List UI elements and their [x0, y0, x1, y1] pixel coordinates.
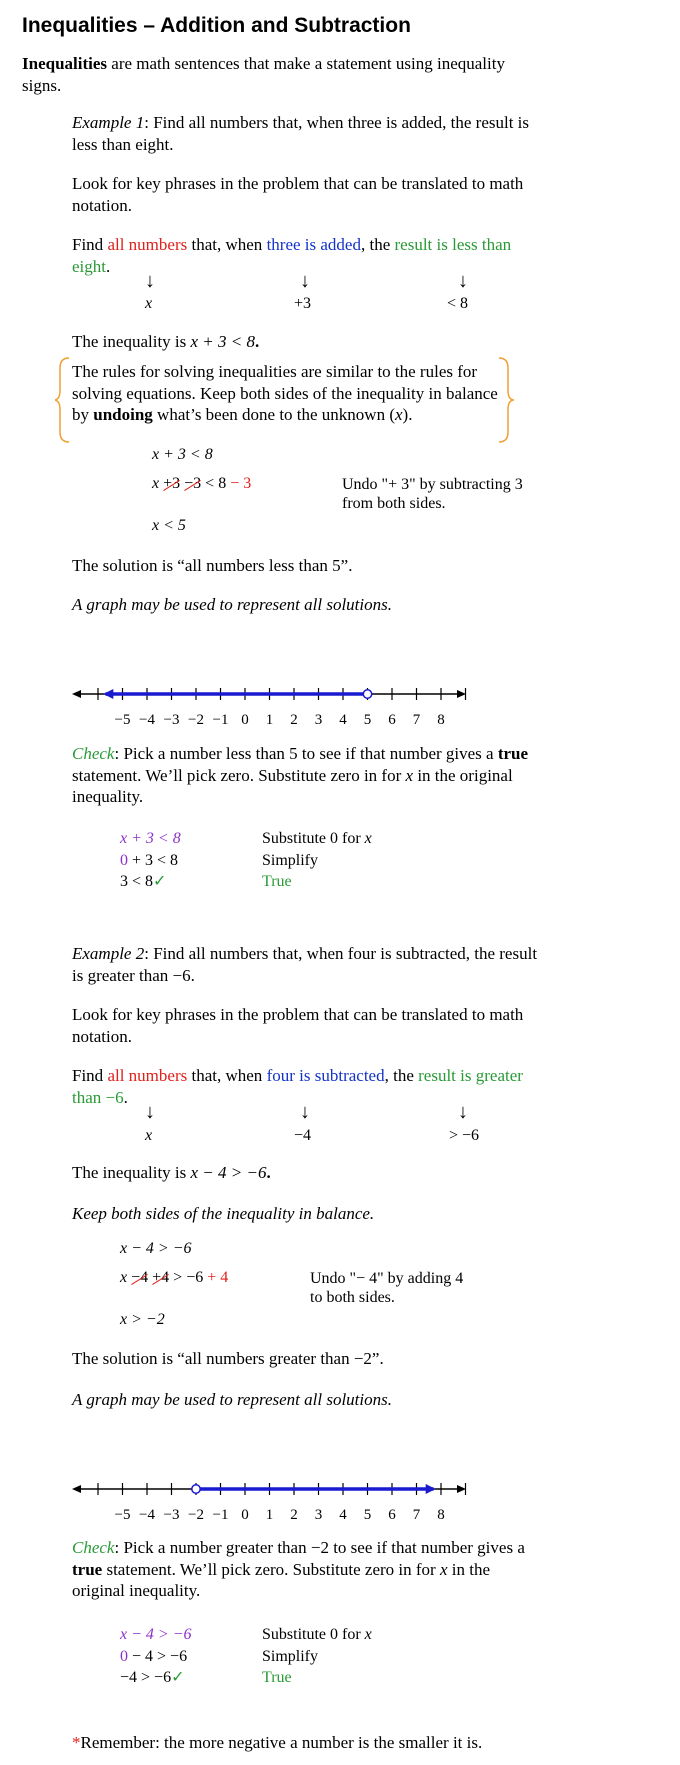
down-arrow-icon: ↓ [145, 1101, 155, 1123]
check-zero: 0 [120, 1647, 128, 1665]
undo-note-1: Undo "+ 3" by subtracting 3 [342, 476, 523, 493]
tick-label: 1 [265, 712, 274, 728]
step2-x: x [120, 1269, 128, 1286]
that-when-text: that, when [187, 235, 267, 254]
check-row-1: x − 4 > −6 [120, 1626, 192, 1643]
example2-text-2: is greater than −6. [72, 965, 195, 985]
inequality-statement [72, 332, 259, 352]
translation-x: x [145, 1127, 153, 1144]
inequality-period: . [255, 332, 260, 351]
down-arrow-icon: ↓ [300, 270, 310, 292]
tick-label: 6 [388, 712, 396, 728]
solution-arrow-icon [426, 1484, 436, 1494]
check-label: Check [72, 744, 115, 763]
checkmark-icon: ✓ [171, 1669, 185, 1686]
left-bracket [55, 358, 69, 442]
tick-label: −4 [139, 712, 155, 728]
rules-text-1: The rules for solving inequalities are similar to the rules for [72, 362, 478, 381]
check-text: : Pick a number less than 5 to see if that number gives a [114, 744, 498, 763]
step2-add: + 4 [203, 1269, 229, 1286]
cancelled-minus4: −4 [131, 1269, 149, 1286]
translation-minus4: −4 [294, 1127, 312, 1144]
tick-label: −1 [212, 1507, 229, 1523]
example1-label: Example 1 [72, 113, 145, 132]
tick-label: 7 [412, 1507, 421, 1523]
check-note-1: Substitute 0 for [262, 1626, 365, 1643]
check-text-2b: in the [447, 1559, 491, 1579]
key-phrases-text-2: notation. [72, 1026, 132, 1046]
check-note-x: x [364, 1626, 372, 1643]
cancelled-minus3: −3 [184, 475, 202, 492]
rules-paragraph [72, 361, 498, 426]
tick-label: −3 [163, 712, 180, 728]
example2-label: Example 2 [72, 944, 145, 963]
check-text-2: statement. We’ll pick zero. Substitute zero in for [72, 765, 406, 785]
check-x: x [439, 1559, 448, 1579]
axis-arrow-left-icon [72, 1485, 81, 1493]
solution-statement: The solution is “all numbers greater than −2”. [72, 1349, 384, 1368]
rules-text-3: by [72, 405, 94, 424]
example1-text-2: less than eight. [72, 134, 174, 154]
tick-label: −5 [114, 712, 131, 728]
tick-label: 5 [363, 712, 372, 728]
check-text-3: original inequality. [72, 1581, 201, 1600]
find-text: Find [72, 235, 108, 254]
tick-label: 4 [339, 712, 347, 728]
inequality-prefix: The inequality is [72, 332, 191, 351]
the-text: , the [384, 1066, 419, 1085]
true-term: true [497, 744, 529, 763]
undo-note-2: to both sides. [310, 1289, 395, 1306]
translation-gt-neg6: > −6 [449, 1127, 480, 1144]
down-arrow-icon: ↓ [145, 270, 155, 292]
step3: x < 5 [152, 517, 186, 534]
graph-note: A graph may be used to represent all solutions. [72, 595, 392, 614]
intro-paragraph [22, 53, 505, 96]
step2-mid: > −6 [169, 1269, 204, 1286]
key-phrases-text-2: notation. [72, 195, 132, 215]
check-paragraph-2 [72, 1537, 525, 1602]
check-note-2: Simplify [262, 851, 319, 869]
number-line-1 [70, 683, 530, 733]
axis-arrow-right-icon [457, 690, 466, 698]
check-note-3: True [262, 1669, 292, 1686]
rules-text-3b: what’s been done to the unknown ( [152, 405, 395, 424]
check-text-2b: in the original [413, 765, 513, 785]
remember-note [72, 1733, 482, 1753]
page-title: Inequalities – Addition and Subtraction [22, 14, 411, 37]
result-phrase-2: eight [72, 256, 106, 276]
tick-label: −2 [188, 712, 204, 728]
key-phrases-text: Look for key phrases in the problem that can be translated to math [72, 1005, 524, 1024]
solution-statement: The solution is “all numbers less than 5”. [72, 556, 353, 575]
translation-plus3: +3 [294, 295, 312, 312]
checkmark-icon: ✓ [153, 873, 167, 890]
tick-label: 8 [437, 1507, 445, 1523]
tick-label: 1 [265, 1507, 274, 1523]
tick-label: 0 [241, 1507, 249, 1523]
tick-label: 2 [290, 712, 298, 728]
check-row-3: 3 < 8 [120, 873, 154, 890]
translation-lt8: < 8 [447, 295, 469, 312]
period: . [106, 256, 111, 276]
example1-colored-sentence [72, 234, 511, 277]
find-text: Find [72, 1066, 108, 1085]
all-numbers-phrase: all numbers [107, 235, 188, 254]
example2-prompt [72, 943, 537, 986]
check-notes-2 [262, 1624, 372, 1689]
check-text: : Pick a number greater than −2 to see if that number gives a [114, 1538, 525, 1557]
tick-label: 8 [437, 712, 445, 728]
check-x: x [405, 765, 414, 785]
tick-label: 5 [363, 1507, 372, 1523]
number-line-2 [70, 1478, 530, 1528]
example2-text: : Find all numbers that, when four is subtracted, the result [144, 944, 538, 963]
tick-label: −1 [212, 712, 229, 728]
intro-text: are math sentences that make a statement using inequality [107, 54, 505, 73]
step1: x + 3 < 8 [152, 446, 213, 463]
check-work-2 [120, 1624, 192, 1689]
tick-label: 7 [412, 712, 421, 728]
check-text-3: inequality. [72, 787, 144, 806]
tick-label: 2 [290, 1507, 298, 1523]
that-when-text: that, when [187, 1066, 267, 1085]
cancelled-plus3: +3 [163, 475, 181, 492]
graph-note: A graph may be used to represent all solutions. [72, 1390, 392, 1409]
asterisk: * [72, 1733, 81, 1752]
tick-label: 4 [339, 1507, 347, 1523]
check-text-2: statement. We’ll pick zero. Substitute zero in for [102, 1559, 440, 1579]
check-note-3: True [262, 873, 292, 890]
down-arrow-icon: ↓ [458, 270, 468, 292]
inequality-expression: x + 3 < 8 [190, 332, 256, 351]
step1: x − 4 > −6 [120, 1240, 192, 1257]
check-note-1: Substitute 0 for [262, 830, 365, 847]
result-phrase-2: than −6 [72, 1087, 124, 1107]
step2 [120, 1269, 228, 1287]
right-bracket [499, 358, 514, 442]
down-arrow-icon: ↓ [458, 1101, 468, 1123]
all-numbers-phrase: all numbers [107, 1066, 188, 1085]
check-work-1 [120, 828, 181, 893]
rules-text-3c: ). [402, 405, 413, 424]
example1-prompt [72, 112, 529, 155]
inequality-prefix: The inequality is [72, 1163, 191, 1182]
step2-subtract: − 3 [226, 475, 252, 492]
inequality-period: . [266, 1163, 271, 1182]
open-circle-endpoint [192, 1485, 200, 1493]
result-phrase: result is greater [418, 1066, 523, 1085]
example1-text: : Find all numbers that, when three is added, the result is [144, 113, 530, 132]
check-row-2: + 3 < 8 [128, 851, 179, 869]
rules-text-2: solving equations. Keep both sides of the inequality in balance [72, 383, 498, 403]
open-circle-endpoint [363, 690, 371, 698]
solution-arrow-icon [103, 689, 113, 699]
intro-term: Inequalities [22, 54, 108, 73]
example1-key-phrases [72, 173, 523, 216]
undo-note-2: from both sides. [342, 495, 446, 512]
tick-label: 6 [388, 1507, 396, 1523]
step2-x: x [152, 475, 160, 492]
check-row-3: −4 > −6 [120, 1669, 172, 1686]
intro-text-2: signs. [22, 75, 62, 95]
period: . [123, 1087, 128, 1107]
undo-note [342, 475, 523, 513]
tick-label: 3 [314, 1507, 323, 1523]
example2-key-phrases [72, 1004, 523, 1047]
tick-label: −3 [163, 1507, 180, 1523]
unknown-x: x [395, 405, 403, 424]
axis-arrow-left-icon [72, 690, 81, 698]
step2-mid: < 8 [201, 475, 227, 492]
inequality-expression: x − 4 > −6 [190, 1163, 267, 1182]
tick-label: 0 [241, 712, 249, 728]
inequality-statement [72, 1163, 271, 1183]
down-arrow-icon: ↓ [300, 1101, 310, 1123]
tick-label: 3 [314, 712, 323, 728]
key-phrases-text: Look for key phrases in the problem that can be translated to math [72, 174, 524, 193]
four-subtracted-phrase: four is subtracted [266, 1066, 385, 1085]
the-text: , the [360, 235, 395, 254]
check-label: Check [72, 1538, 115, 1557]
step2 [152, 475, 251, 493]
tick-label: −5 [114, 1507, 131, 1523]
check-row-1: x + 3 < 8 [120, 830, 181, 847]
check-row-2: − 4 > −6 [128, 1647, 188, 1665]
check-note-x: x [364, 830, 372, 847]
three-added-phrase: three is added [266, 235, 361, 254]
balance-note: Keep both sides of the inequality in balance. [72, 1204, 375, 1223]
tick-label: −2 [188, 1507, 204, 1523]
result-phrase: result is less than [394, 235, 512, 254]
undo-note [310, 1269, 463, 1307]
check-zero: 0 [120, 851, 128, 869]
check-note-2: Simplify [262, 1647, 319, 1665]
check-notes-1 [262, 828, 372, 893]
translation-x: x [145, 295, 153, 312]
axis-arrow-right-icon [457, 1485, 466, 1493]
undoing-term: undoing [93, 405, 153, 424]
step3: x > −2 [120, 1311, 165, 1328]
tick-label: −4 [139, 1507, 155, 1523]
cancelled-plus4: +4 [152, 1269, 170, 1286]
example2-colored-sentence [72, 1065, 523, 1108]
check-paragraph-1 [72, 743, 528, 808]
true-term: true [72, 1559, 103, 1579]
undo-note-1: Undo "− 4" by adding 4 [310, 1270, 464, 1287]
remember-text: Remember: the more negative a number is the smaller it is. [80, 1733, 483, 1752]
